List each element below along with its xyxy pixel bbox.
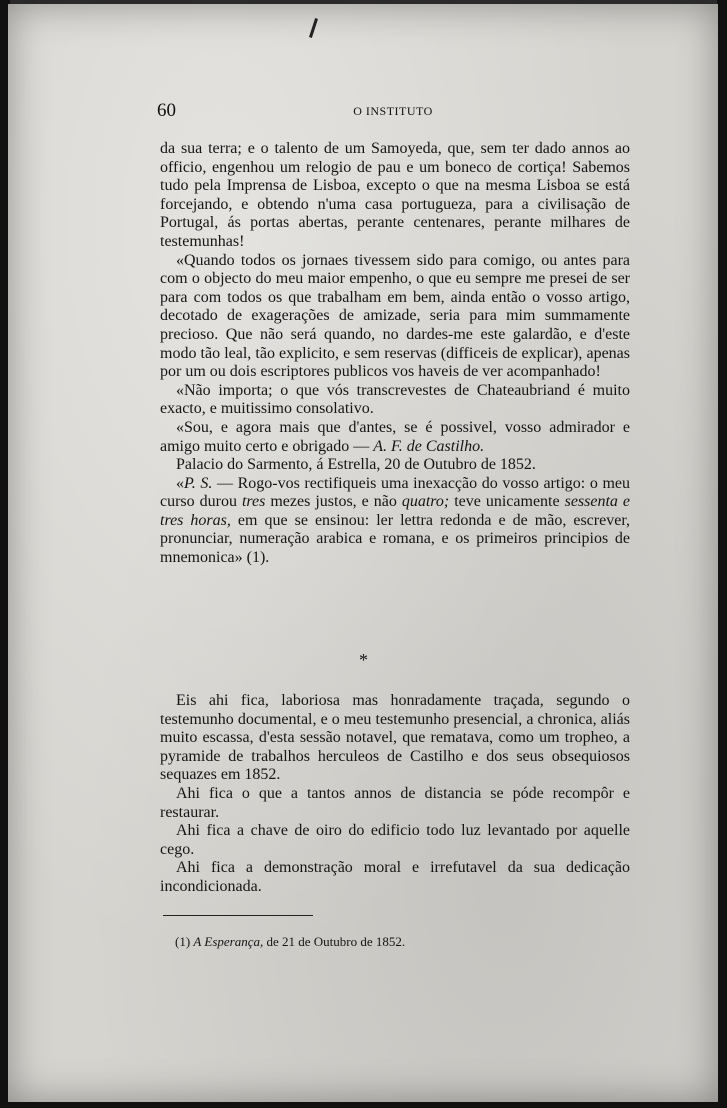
footnote-marker: (1): [175, 934, 191, 949]
signature: A. F. de Castilho.: [373, 437, 485, 455]
dateline: Palacio do Sarmento, á Estrella, 20 de Outubro de 1852.: [176, 456, 536, 474]
page-number: 60: [157, 100, 176, 121]
paragraph: Eis ahi fica, laboriosa mas honradamente traçada, segundo o testemunho documental, e o meu testemunho presencial, a chronica, aliás muito escassa, d'esta sessão notavel, que rematava, como um tropheo, a pyramide de trabalhos herculeos de Castilho e dos seus obsequiosos sequazes em 1852.: [160, 692, 630, 784]
signature-paragraph: [160, 419, 630, 456]
footnote-text: de 21 de Outubro de 1852.: [266, 934, 406, 949]
section-separator: *: [359, 650, 368, 670]
sign-text: «Sou, e agora mais que d'antes, se é possivel, vosso admirador e amigo muito certo e obrigado —: [160, 418, 630, 455]
running-title: O INSTITUTO: [353, 104, 433, 118]
main-text: [160, 140, 630, 568]
paragraph: Ahi fica a chave de oiro do edificio todo luz levantado por aquelle cego.: [160, 822, 630, 858]
postscript-paragraph: «P. S. — Rogo-vos rectifiqueis uma inexacção do vosso artigo: o meu curso durou tres mezes justos, e não quatro; teve unicamente sessenta e tres horas, em que se ensinou: ler lettra redonda e de mão, escrever, pronunciar, numeração arabica e romana, e os primeiros principios de mnemonica» (1).: [160, 474, 631, 567]
footnote-title: A Esperança,: [193, 934, 264, 949]
ps-label: P. S.: [184, 474, 213, 492]
paragraph: da sua terra; e o talento de um Samoyeda, que, sem ter dado annos ao officio, engenhou um relogio de pau e um boneco de cortiça! Sabemos tudo pela Imprensa de Lisboa, excepto o que na mesma Lisboa se está forcejando, e obtendo n'uma casa portugueza, para a civilisação de Portugal, ás portas abertas, perante centenares, perante milhares de testemunhas!: [160, 140, 630, 250]
footnote-rule: [163, 915, 313, 916]
paragraph: «Quando todos os jornaes tivessem sido para comigo, ou antes para com o objecto do meu maior empenho, o que eu sempre me presei de ser para com todos os que trabalham em bem, ainda então o vosso artigo, decotado de exagerações de amizade, seria para mim summamente precioso. Que não será quando, no dardes-me este galardão, e d'este modo tão leal, tão explicito, e sem reservas (difficeis de explicar), apenas por um ou dois escriptores publicos vos haveis de ver acompanhado!: [160, 251, 630, 381]
paragraph: Ahi fica o que a tantos annos de distancia se póde recompôr e restaurar.: [160, 784, 630, 821]
page-header: [157, 100, 629, 124]
scan-edge-bottom: [0, 1102, 727, 1108]
paragraph: «Não importa; o que vós transcrevestes de Chateaubriand é muito exacto, e muitissimo consolativo.: [160, 381, 630, 418]
paragraph: Ahi fica a demonstração moral e irrefutavel da sua dedicação incondicionada.: [160, 859, 630, 895]
scan-edge-right: [717, 0, 727, 1108]
footnote: [175, 934, 405, 950]
closing-text: [160, 692, 630, 897]
